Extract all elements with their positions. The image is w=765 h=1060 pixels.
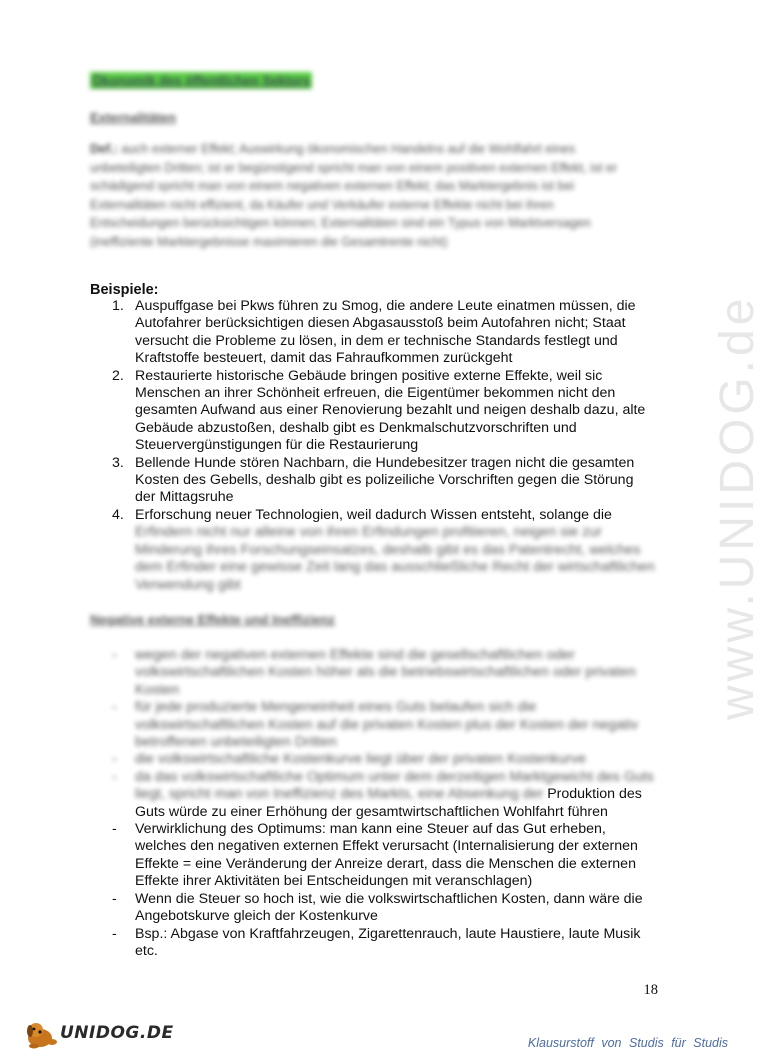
list-item-text: Bsp.: Abgase von Kraftfahrzeugen, Zigarettenrauch, laute Haustiere, laute Musik etc. [135,925,641,959]
list-item [112,699,655,751]
list-dash: - [112,768,117,785]
list-item-text: wegen der negativen externen Effekte sind die gesellschaftlichen oder volkswirtschaftlichen Kosten höher als die betriebswirtschaftlichen oder privaten Kosten [135,647,636,698]
list-item-text: Erforschung neuer Technologien, weil dadurch Wissen entsteht, solange die [135,506,612,523]
list-dash: - [112,821,117,838]
list-item-text: Verwirklichung des Optimums: man kann eine Steuer auf das Gut erheben, welches den negativen externen Effekt verursacht (Internalisierung der externen Effekte = eine Veränderung der Anreize derart, dass die Menschen die externen Effekte ihrer Aktivitäten bei Entscheidungen mit veranschlagen) [135,821,638,890]
list-number: 4. [112,506,124,523]
list-item-text: Auspuffgase bei Pkws führen zu Smog, die andere Leute einatmen müssen, die Autofahrer berücksichtigen diesen Abgasausstoß beim Autofahren nicht; Staat versucht die Probleme zu lösen, in dem er technische Standards festlegt und Kraftstoffe besteuert, damit das Fahraufkommen zurückgeht [135,298,636,367]
list-item-text: die volkswirtschaftliche Kostenkurve liegt über der privaten Kostenkurve [135,751,587,768]
list-item [112,751,655,768]
list-number: 1. [112,298,124,314]
page-number: 18 [643,982,658,998]
dog-logo-icon [22,1018,62,1050]
definition-paragraph [90,140,640,251]
list-number: 2. [112,367,124,384]
list-item-text: Bellende Hunde stören Nachbarn, die Hundebesitzer tragen nicht die gesamten Kosten des Gebells, deshalb gibt es polizeiliche Vorschriften gegen die Störung der Mittagsruhe [135,454,635,506]
list-dash: - [112,699,117,716]
list-item [112,768,655,821]
list-item [112,821,655,891]
list-item [112,506,655,594]
list-item [112,454,655,507]
list-item-text-blurred: Erfindern nicht nur alleine von ihren Erfindungen profitieren, neigen sie zur Minderung ihres Forschungseinsatzes, deshalb gibt es das Patentrecht, welches dem Erfinder eine gewisse Zeit lang das ausschließliche Recht der wirtschaftlichen Verwendung gibt [135,524,655,593]
list-item-text: Produktion des Guts würde zu einer Erhöhung der gesamtwirtschaftlichen Wohlfahrt führen [135,786,642,820]
logo-text: UNIDOG.DE [60,1023,174,1043]
examples-label: Beispiele: [90,282,159,298]
list-number: 3. [112,454,124,471]
list-dash: - [112,890,117,907]
logo [22,1018,172,1048]
examples-list [112,298,655,594]
footer-tagline: Klausurstoff von Studis für Studis [527,1036,728,1050]
list-item-text: für jede produzierte Mengeneinheit eines Guts belaufen sich die volkswirtschaftlichen Kosten auf die privaten Kosten plus der Kosten der negativ betroffenen unbeteiligten Dritten [135,699,639,751]
negative-effects-list [112,647,655,960]
list-item [112,890,655,926]
page-title: Ökonomik des öffentlichen Sektors [92,73,311,88]
list-item-text: Wenn die Steuer so hoch ist, wie die volkswirtschaftlichen Kosten, dann wäre die Angebotskurve gleich der Kostenkurve [135,890,643,925]
list-item [112,298,655,368]
list-item [112,647,655,699]
list-dash: - [112,751,117,768]
section-heading-externalities: Externalitäten [90,110,176,125]
list-dash: - [112,647,117,663]
list-item-text: Restaurierte historische Gebäude bringen positive externe Effekte, weil sic Menschen an ihrer Schönheit erfreuen, die Eigentümer bekommen nicht den gesamten Aufwand aus einer Renovierung bezahlt und neigen deshalb dazu, alte Gebäude abzustoßen, deshalb gibt es Denkmalschutzvorschriften und Steuervergünstigungen für die Restaurierung [135,367,646,454]
watermark: www.UNIDOG.de [711,294,764,720]
list-dash: - [112,925,117,942]
definition-text: auch externer Effekt; Auswirkung ökonomischen Handelns auf die Wohlfahrt eines unbeteiligten Dritten; ist er begünstigend spricht man von einem positiven externen Effekt, ist er schädigend spricht man von einem negativen externen Effekt; das Marktergebnis ist bei Externalitäten nicht effizient, da Käufer und Verkäufer externe Effekte nicht bei ihren Entscheidungen berücksichtigen können; Externalitäten sind ein Typus von Marktversagen (ineffiziente Marktergebnisse maximieren die Gesamtrente nicht) [90,142,618,249]
section-heading-negative-effects: Negative externe Effekte und Ineffizienz [90,612,335,627]
list-item-text-blurred: da das volkswirtschaftliche Optimum unter dem derzeitigen Marktgewicht des Guts liegt, spricht man von Ineffizienz des Markts, eine Absenkung der [135,768,654,803]
list-item [112,925,655,961]
list-item [112,367,655,455]
definition-label: Def.: [90,142,118,156]
title-wrap [90,72,312,90]
